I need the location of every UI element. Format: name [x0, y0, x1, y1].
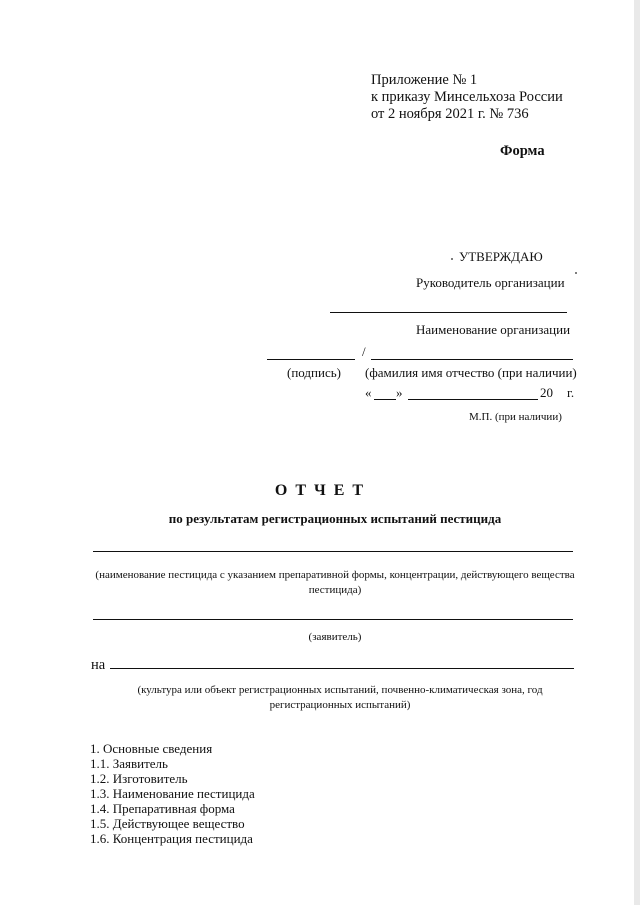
signature-line: [267, 359, 355, 360]
date-month-line: [408, 399, 538, 400]
section-item: 1.6. Концентрация пестицида: [90, 831, 253, 846]
pesticide-name-line: [93, 551, 573, 552]
form-label: Форма: [500, 143, 545, 159]
scan-speck: [451, 258, 453, 260]
order-date: от 2 ноября 2021 г. № 736: [371, 106, 529, 122]
head-signature-line: [330, 312, 567, 313]
crop-line: [110, 668, 574, 669]
section-item: 1.1. Заявитель: [90, 756, 168, 771]
date-close-quote: »: [396, 385, 403, 400]
sections-list: [90, 741, 255, 846]
section-item: 1. Основные сведения: [90, 741, 213, 756]
scan-speck: [575, 272, 577, 274]
crop-caption: (культура или объект регистрационных испытаний, почвенно-климатическая зона, год регистрационных испытаний): [137, 684, 543, 711]
on-label: на: [91, 657, 106, 673]
date-day-line: [374, 399, 396, 400]
full-name-caption: (фамилия имя отчество (при наличии): [365, 365, 577, 380]
section-item: 1.3. Наименование пестицида: [90, 786, 255, 801]
section-item: 1.5. Действующее вещество: [90, 816, 245, 831]
approval-head: Руководитель организации: [416, 275, 565, 290]
org-name-caption: Наименование организации: [416, 322, 571, 337]
pesticide-name-caption: (наименование пестицида с указанием препаративной формы, концентрации, действующего вещества пестицида): [95, 569, 575, 596]
appendix-number: Приложение № 1: [371, 72, 478, 88]
order-reference: к приказу Минсельхоза России: [371, 89, 563, 105]
stamp-caption: М.П. (при наличии): [469, 411, 562, 423]
section-item: 1.2. Изготовитель: [90, 771, 188, 786]
signature-caption: (подпись): [287, 365, 341, 380]
date-year-suffix: г.: [567, 385, 575, 400]
approval-title: УТВЕРЖДАЮ: [459, 249, 543, 264]
full-name-line: [371, 359, 573, 360]
report-subtitle: по результатам регистрационных испытаний пестицида: [168, 511, 502, 526]
signature-slash: /: [362, 344, 366, 359]
applicant-line: [93, 619, 573, 620]
date-year-prefix: 20: [540, 385, 553, 400]
report-title: О Т Ч Е Т: [274, 482, 366, 499]
applicant-caption: (заявитель): [308, 631, 362, 643]
date-open-quote: «: [365, 385, 372, 400]
section-item: 1.4. Препаративная форма: [90, 801, 235, 816]
page-edge-shadow: [634, 0, 640, 905]
